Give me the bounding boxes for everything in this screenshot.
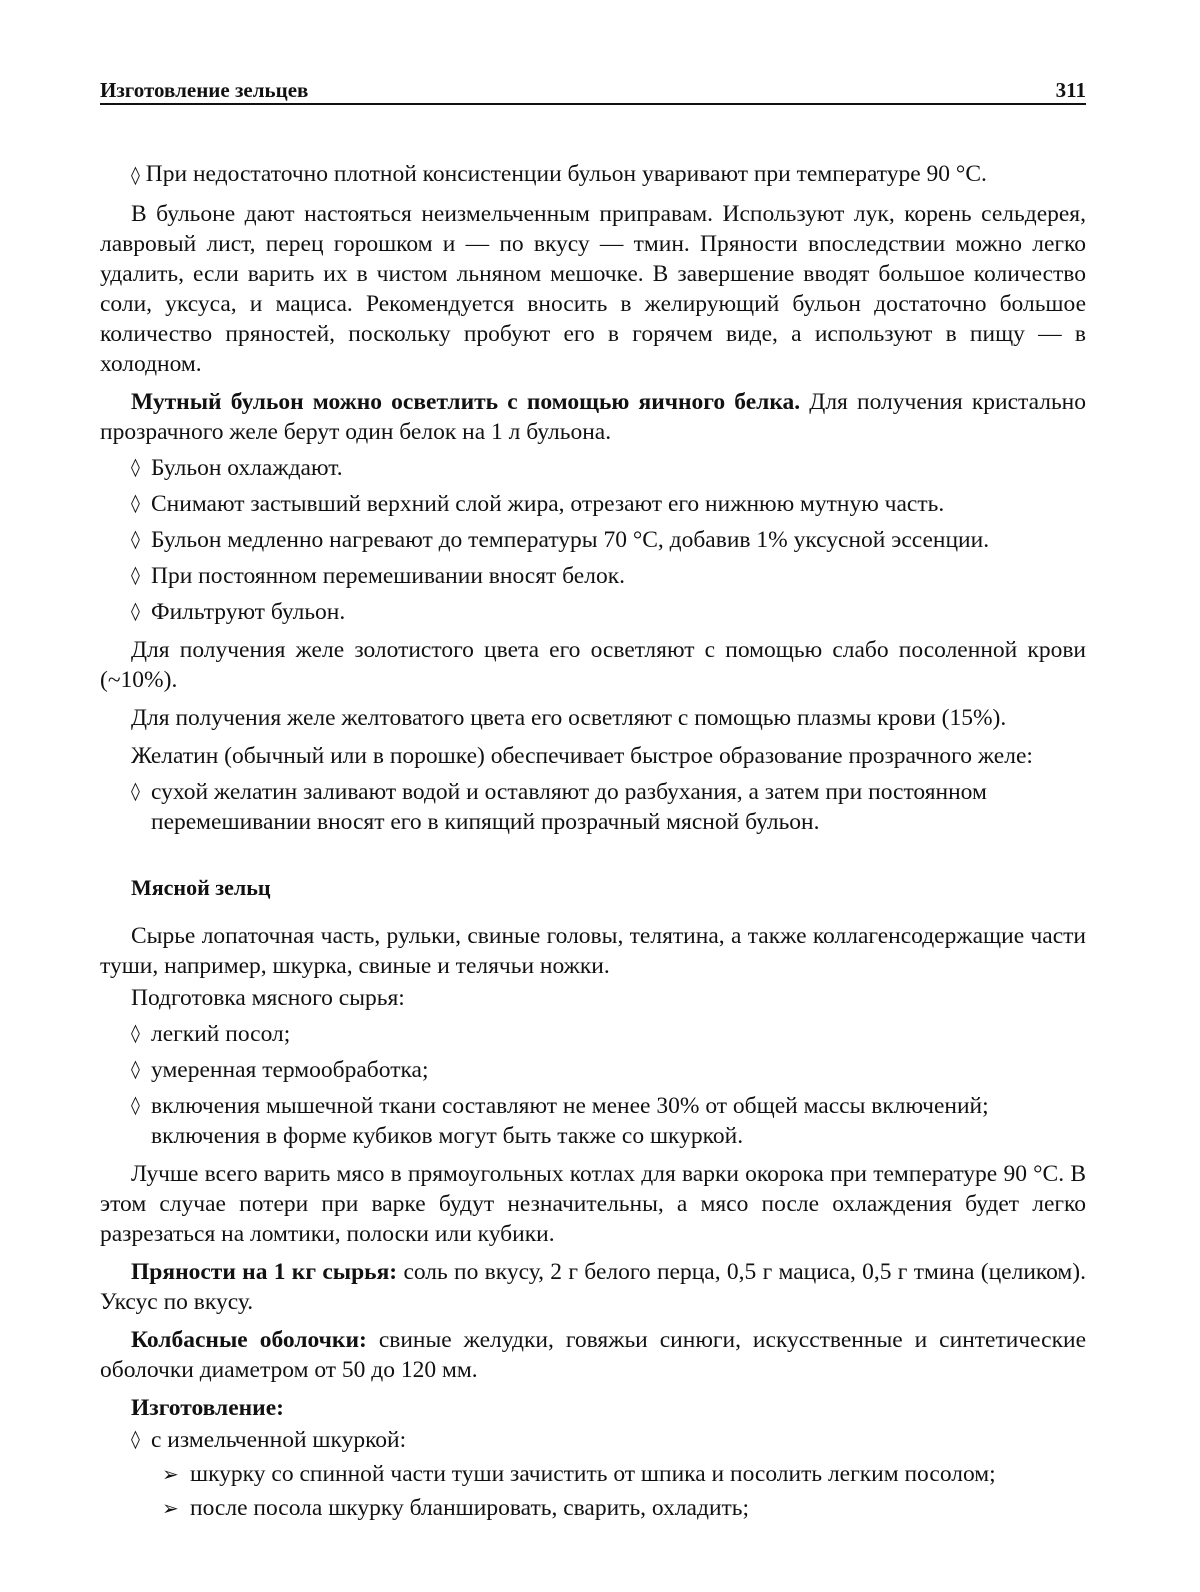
sub-list-item-text: шкурку со спинной части туши зачистить от шпика и посолить легким посолом; bbox=[190, 1461, 996, 1487]
list-item-text: сухой желатин заливают водой и оставляют до разбухания, а затем при постоянном перемешивании вносят его в кипящий прозрачный мясной бульон. bbox=[151, 779, 987, 835]
arrowhead-icon: ➢ bbox=[162, 1496, 179, 1520]
paragraph-raw-material: Сырье лопаточная часть, рульки, свиные головы, телятина, а также коллагенсодержащие части туши, например, шкурка, свиные и телячьи ножки. bbox=[100, 923, 1086, 979]
paragraph-preparation: Подготовка мясного сырья: bbox=[131, 985, 405, 1011]
list-item-text: умеренная термообработка; bbox=[151, 1057, 429, 1083]
bold-lead: Изготовление: bbox=[131, 1395, 284, 1421]
lozenge-icon: ◊ bbox=[131, 529, 140, 550]
paragraph-clarify bbox=[100, 387, 1086, 447]
list-item-text: легкий посол; bbox=[151, 1021, 291, 1047]
book-page bbox=[100, 78, 1086, 1523]
running-header bbox=[100, 78, 1086, 105]
paragraph-cooking: Лучше всего варить мясо в прямоугольных котлах для варки окорока при температуре 90 °С. В этом случае потери при варке будут незначительны, а мясо после охлаждения будет легко разрезаться на ломтики, полоски или кубики. bbox=[100, 1161, 1086, 1247]
list-item-text: При постоянном перемешивании вносят белок. bbox=[151, 563, 626, 589]
bold-lead: Пряности на 1 кг сырья: bbox=[131, 1259, 398, 1285]
list-item-text: Бульон охлаждают. bbox=[151, 455, 343, 481]
paragraph-text: При недостаточно плотной консистенции бульон уваривают при температуре 90 °С. bbox=[145, 161, 987, 187]
paragraph-gelatin: Желатин (обычный или в порошке) обеспечивает быстрое образование прозрачного желе: bbox=[131, 743, 1033, 769]
paragraph-golden: Для получения желе золотистого цвета его осветляют с помощью слабо посоленной крови (~10%). bbox=[100, 637, 1086, 693]
list-item bbox=[100, 1425, 1086, 1455]
sub-list-item bbox=[100, 1459, 1086, 1489]
paragraph-text: Для получения кристально прозрачного желе берут один белок на 1 л бульона. bbox=[100, 389, 1086, 445]
sub-list-item-text: после посола шкурку бланшировать, сварить, охладить; bbox=[190, 1495, 750, 1521]
list-item bbox=[100, 525, 1086, 555]
list-item-text: Снимают застывший верхний слой жира, отрезают его нижнюю мутную часть. bbox=[151, 491, 945, 517]
list-item-text: Фильтруют бульон. bbox=[151, 599, 346, 625]
lozenge-icon: ◊ bbox=[131, 1023, 140, 1044]
lozenge-icon: ◊ bbox=[131, 493, 140, 514]
header-title: Изготовление зельцев bbox=[100, 78, 309, 102]
list-item-text: Бульон медленно нагревают до температуры 70 °С, добавив 1% уксусной эссенции. bbox=[151, 527, 990, 553]
paragraph-spices-per-kg bbox=[100, 1257, 1086, 1317]
lozenge-icon: ◊ bbox=[131, 781, 140, 802]
bold-lead: Мутный бульон можно осветлить с помощью яичного белка. bbox=[131, 389, 801, 415]
paragraph-consistency bbox=[100, 159, 1086, 191]
lozenge-icon: ◊ bbox=[131, 165, 140, 186]
list-item bbox=[100, 1055, 1086, 1085]
list-item-text: включения мышечной ткани составляют не менее 30% от общей массы включений; включения в форме кубиков могут быть также со шкуркой. bbox=[151, 1093, 989, 1149]
arrowhead-icon: ➢ bbox=[162, 1462, 179, 1486]
paragraph-text: соль по вкусу, 2 г белого перца, 0,5 г мациса, 0,5 г тмина (целиком). Уксус по вкусу. bbox=[100, 1259, 1086, 1315]
list-item-text: с измельченной шкуркой: bbox=[151, 1427, 407, 1453]
lozenge-icon: ◊ bbox=[131, 1059, 140, 1080]
list-item bbox=[100, 597, 1086, 627]
sub-list-item bbox=[100, 1493, 1086, 1523]
list-item bbox=[100, 453, 1086, 483]
lozenge-icon: ◊ bbox=[131, 601, 140, 622]
section-heading: Мясной зельц bbox=[131, 875, 271, 900]
lozenge-icon: ◊ bbox=[131, 565, 140, 586]
paragraph-casings bbox=[100, 1325, 1086, 1385]
paragraph-yellowish: Для получения желе желтоватого цвета его осветляют с помощью плазмы крови (15%). bbox=[131, 705, 1007, 731]
lozenge-icon: ◊ bbox=[131, 1095, 140, 1116]
paragraph-text: свиные желудки, говяжьи синюги, искусственные и синтетические оболочки диаметром от 50 до 120 мм. bbox=[100, 1327, 1086, 1383]
lozenge-icon: ◊ bbox=[131, 457, 140, 478]
list-item bbox=[100, 777, 1086, 837]
list-item bbox=[100, 489, 1086, 519]
list-item bbox=[100, 561, 1086, 591]
paragraph-spices: В бульоне дают настояться неизмельченным приправам. Используют лук, корень сельдерея, лавровый лист, перец горошком и — по вкусу — тмин. Пряности впоследствии можно легко удалить, если варить их в чистом льняном мешочке. В завершение вводят большое количество соли, уксуса, и мациса. Рекомендуется вносить в желирующий бульон достаточно большое количество пряностей, поскольку пробуют его в горячем виде, а используют в пищу — в холодном. bbox=[100, 201, 1086, 377]
page-number: 311 bbox=[1055, 78, 1086, 102]
lozenge-icon: ◊ bbox=[131, 1429, 140, 1450]
bold-lead: Колбасные оболочки: bbox=[131, 1327, 367, 1353]
paragraph-production bbox=[100, 1393, 1086, 1423]
list-item bbox=[100, 1019, 1086, 1049]
list-item bbox=[100, 1091, 1086, 1151]
page-body bbox=[100, 159, 1086, 1523]
